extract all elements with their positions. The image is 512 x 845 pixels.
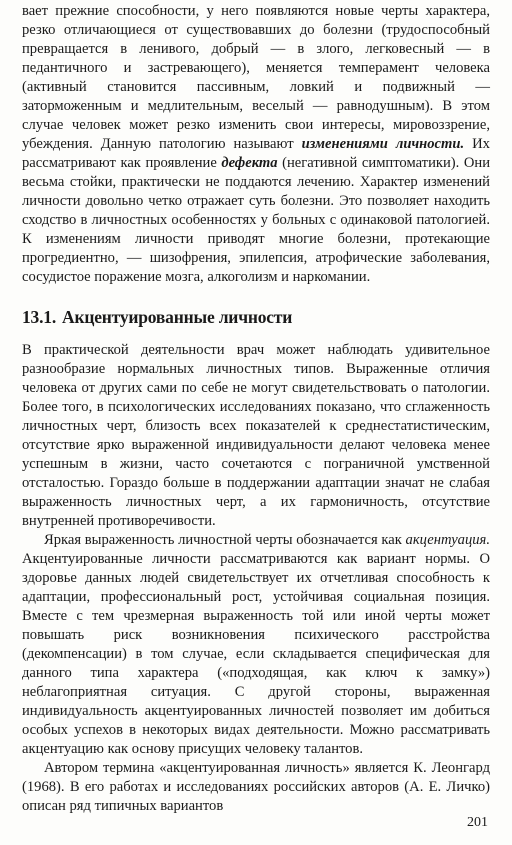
intro-paragraph — [22, 2, 490, 287]
section-heading — [22, 306, 490, 328]
paragraph-2 — [22, 531, 490, 759]
paragraph-2-text-1: Яркая выраженность личностной черты обозначается как — [44, 532, 406, 548]
intro-text-3: (негативной симптоматики). Они весьма стойки, практически не поддаются лечению. Характер изменений личности довольно четко отражает суть болезни. Это позволяет находить сходство в личностных особенностях у больных с одинаковой патологией. К изменениям личности приводят многие болезни, протекающие прогредиентно, — шизофрения, эпилепсия, атрофические заболевания, сосудистое поражение мозга, алкоголизм и наркомании. — [22, 155, 491, 285]
term-defect: дефекта — [221, 155, 278, 171]
paragraph-2-text-2: Акцентуированные личности рассматриваются как вариант нормы. О здоровье данных людей свидетельствует их отчетливая способность к адаптации, профессиональный рост, устойчивая социальная позиция. Вместе с тем чрезмерная выраженность той или иной черты может повышать риск возникновения психического расстройства (декомпенсации) в том случае, если складывается специфическая для данного типа характера («подходящая, как ключ к замку») неблагоприятная ситуация. С другой стороны, выраженная индивидуальность акцентуированных личностей позволяет им добиться особых успехов в некоторых видах деятельности. Можно рассматривать акцентуацию как основу присущих человеку талантов. — [22, 551, 490, 757]
section-title: Акцентуированные личности — [62, 307, 293, 327]
term-accentuation: акцентуация. — [405, 532, 490, 548]
intro-text-1: вает прежние способности, у него появляются новые черты характера, резко отличающиеся от существовавших до болезни (трудоспособный превращается в ленивого, добрый — в злого, легковесный — в педантичного и застревающего), меняется темперамент человека (активный становится пассивным, ловкий и подвижный — заторможенным и медлительным, веселый — равнодушным). В этом случае человек может резко изменить свои интересы, мировоззрение, убеждения. Данную патологию называют — [22, 3, 490, 152]
paragraph-1: В практической деятельности врач может наблюдать удивительное разнообразие нормальных личностных типов. Выраженные отличия человека от других сами по себе не могут свидетельствовать о патологии. Более того, в психологических исследованиях показано, что сглаженность личностных черт, близость всех показателей к среднестатистическим, отсутствие ярко выраженной индивидуальности делают человека менее успешным в жизни, часто сочетаются с пограничной умственной отсталостью. Гораздо больше в поддержании адаптации значат не слабая выраженность личностных черт, а их гармоничность, отсутствие внутренней противоречивости. — [22, 342, 490, 529]
page-number: 201 — [467, 815, 488, 830]
paragraph-3: Автором термина «акцентуированная личность» является К. Леонгард (1968). В его работах и исследованиях российских авторов (А. Е. Личко) описан ряд типичных вариантов — [22, 760, 490, 814]
book-page — [22, 2, 490, 816]
intro-text-2: Их рассматривают как проявление — [22, 136, 490, 171]
section-number: 13.1. — [22, 307, 57, 327]
term-personality-changes: изменениями личности. — [301, 136, 465, 152]
